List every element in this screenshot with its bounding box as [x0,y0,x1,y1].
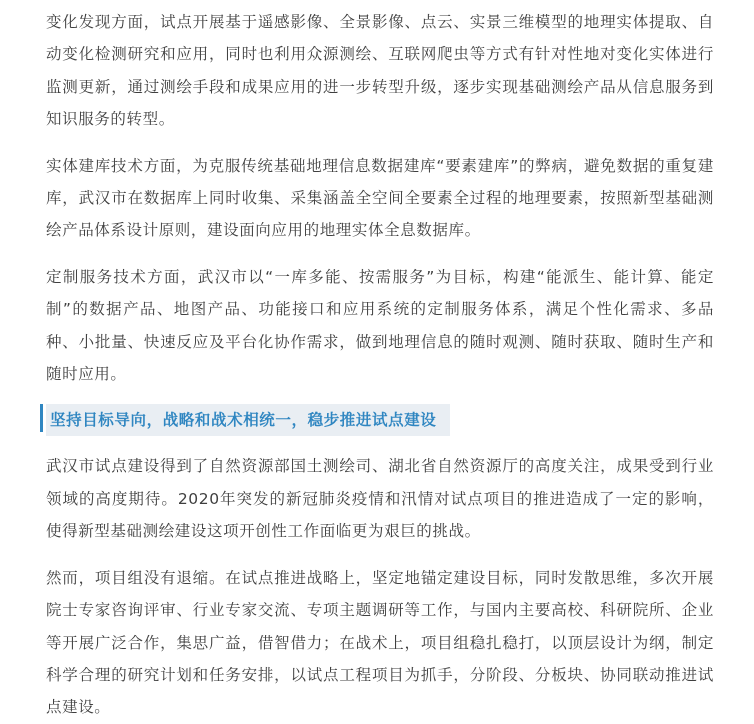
paragraph-pilot-attention: 武汉市试点建设得到了自然资源部国土测绘司、湖北省自然资源厅的高度关注，成果受到行业领域的高度期待。2020年突发的新冠肺炎疫情和汛情对试点项目的推进造成了一定的影响，使得新型基础测绘建设这项开创性工作面临更为艰巨的挑战。 [46,457,714,541]
paragraph-change-detection: 变化发现方面，试点开展基于遥感影像、全景影像、点云、实景三维模型的地理实体提取、自动变化检测研究和应用，同时也利用众源测绘、互联网爬虫等方式有针对性地对变化实体进行监测更新，通过测绘手段和成果应用的进一步转型升级，逐步实现基础测绘产品从信息服务到知识服务的转型。 [46,13,714,129]
paragraph-entity-database: 实体建库技术方面，为克服传统基础地理信息数据建库“要素建库”的弊病，避免数据的重复建库，武汉市在数据库上同时收集、采集涵盖全空间全要素全过程的地理要素，按照新型基础测绘产品体系设计原则，建设面向应用的地理实体全息数据库。 [46,156,714,240]
section-heading: 坚持目标导向，战略和战术相统一，稳步推进试点建设 [46,404,450,436]
paragraph-custom-service: 定制服务技术方面，武汉市以“一库多能、按需服务”为目标，构建“能派生、能计算、能定制”的数据产品、地图产品、功能接口和应用系统的定制服务体系，满足个性化需求、多品种、小批量、快速反应及平台化协作需求，做到地理信息的随时观测、随时获取、随时生产和随时应用。 [46,267,714,384]
section-heading-block [46,404,714,436]
heading-accent-bar [40,404,43,432]
paragraph-pilot-strategy: 然而，项目组没有退缩。在试点推进战略上，坚定地锚定建设目标，同时发散思维，多次开展院士专家咨询评审、行业专家交流、专项主题调研等工作，与国内主要高校、科研院所、企业等开展广泛合作，集思广益，借智借力；在战术上，项目组稳扎稳打，以顶层设计为纲，制定科学合理的研究计划和任务安排，以试点工程项目为抓手，分阶段、分板块、协同联动推进试点建设。 [46,568,714,717]
